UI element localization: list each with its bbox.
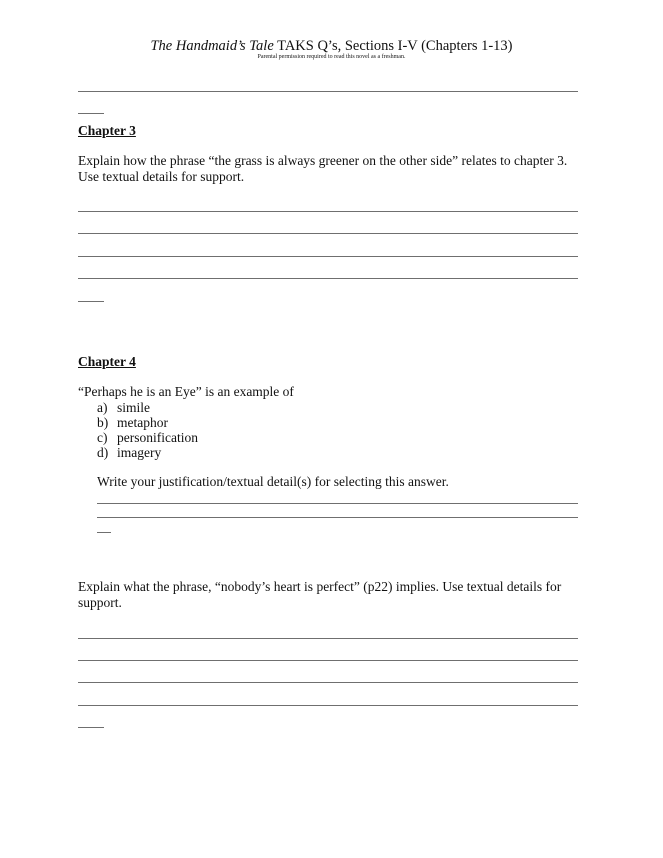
justification-prompt: Write your justification/textual detail(s) for selecting this answer. [97, 474, 449, 489]
option-d[interactable] [97, 445, 161, 460]
question-2: Explain what the phrase, “nobody’s heart is perfect” (p22) implies. Use textual details for support. [78, 579, 562, 610]
answer-line[interactable] [78, 682, 578, 683]
option-letter: a) [97, 400, 108, 415]
justification-line-end [97, 532, 111, 533]
option-text: metaphor [117, 415, 168, 430]
title-rest: TAKS Q’s, Sections I-V (Chapters 1-13) [273, 38, 513, 54]
option-text: personification [117, 430, 198, 445]
option-c[interactable] [97, 430, 198, 445]
option-a[interactable] [97, 400, 150, 415]
option-letter: b) [97, 415, 109, 430]
answer-line[interactable] [78, 705, 578, 706]
book-title: The Handmaid’s Tale [150, 38, 274, 54]
answer-line[interactable] [78, 233, 578, 234]
option-text: imagery [117, 445, 162, 460]
chapter-3-question: Explain how the phrase “the grass is always greener on the other side” relates to chapter 3. Use textual details for support. [78, 153, 568, 184]
chapter-3-heading: Chapter 3 [78, 123, 136, 138]
document-title [0, 38, 663, 54]
answer-line[interactable] [78, 256, 578, 257]
justification-line[interactable] [97, 503, 578, 504]
mc-question: “Perhaps he is an Eye” is an example of [78, 384, 294, 399]
option-b[interactable] [97, 415, 168, 430]
justification-line[interactable] [97, 517, 578, 518]
answer-line[interactable] [78, 278, 578, 279]
option-letter: d) [97, 445, 109, 460]
answer-line[interactable] [78, 211, 578, 212]
answer-line-end [78, 301, 104, 302]
option-letter: c) [97, 430, 108, 445]
answer-line[interactable] [78, 638, 578, 639]
answer-line[interactable] [78, 91, 578, 92]
answer-line-end [78, 727, 104, 728]
document-subtitle: Parental permission required to read this novel as a freshman. [257, 54, 406, 60]
answer-line[interactable] [78, 660, 578, 661]
answer-line-end [78, 113, 104, 114]
option-text: simile [117, 400, 150, 415]
chapter-4-heading: Chapter 4 [78, 354, 136, 369]
